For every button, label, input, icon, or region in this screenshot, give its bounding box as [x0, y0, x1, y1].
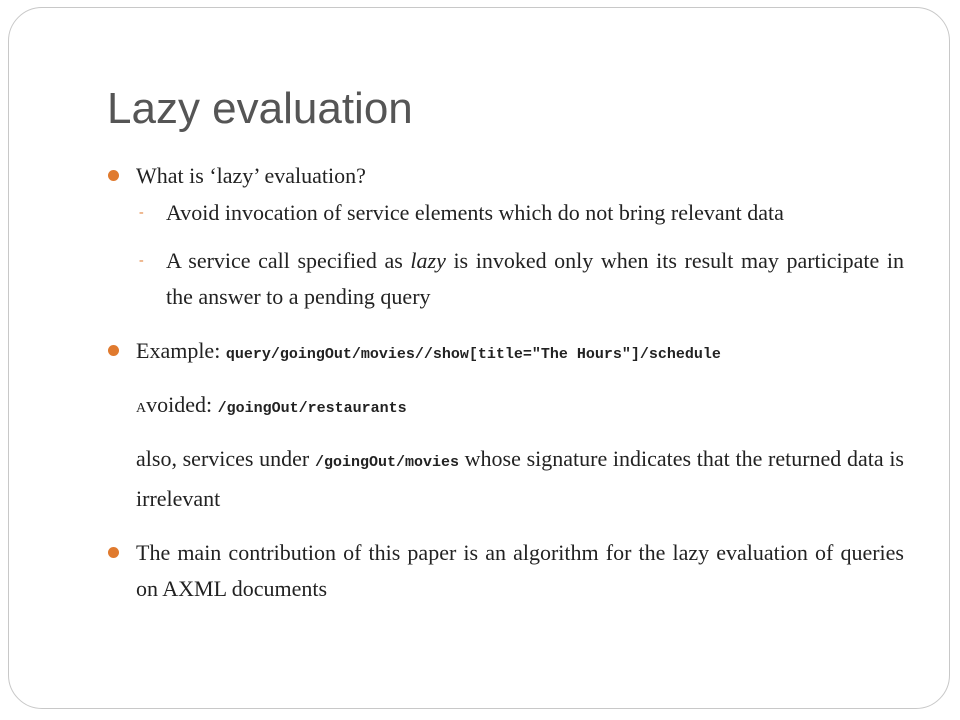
dash-icon: -: [139, 253, 144, 268]
also-path: /goingOut/movies: [314, 454, 459, 471]
slide-content: [107, 158, 904, 607]
dash-icon: -: [139, 205, 144, 220]
sub-bullet-text-before: A service call specified as: [166, 248, 411, 273]
avoided-path: /goingOut/restaurants: [217, 400, 407, 417]
bullet-example: [107, 333, 904, 373]
sub-bullet-emphasis: lazy: [410, 248, 446, 273]
avoided-first-letter: A: [136, 401, 147, 416]
avoided-line: [107, 387, 904, 427]
sub-bullet-avoid-invocation: [107, 195, 904, 231]
bullet-text: What is ‘lazy’ evaluation?: [136, 163, 366, 188]
example-label: Example:: [136, 338, 226, 363]
also-line: [107, 441, 904, 517]
sub-bullet-text-after: is invoked only when its result may participate in the answer to a pending query: [166, 248, 904, 309]
bullet-what-is-lazy: [107, 158, 904, 194]
sub-bullet-lazy-call: [107, 243, 904, 315]
sub-bullet-text: Avoid invocation of service elements which do not bring relevant data: [166, 200, 784, 225]
bullet-dot-icon: [108, 547, 119, 558]
bullet-dot-icon: [108, 170, 119, 181]
slide-title: Lazy evaluation: [107, 84, 413, 133]
also-text-before: also, services under: [136, 446, 315, 471]
bullet-main-contribution: [107, 535, 904, 607]
avoided-label: voided:: [146, 392, 218, 417]
bullet-dot-icon: [108, 345, 119, 356]
example-query: query/goingOut/movies//show[title="The Hours"]/schedule: [225, 346, 721, 363]
bullet-text: The main contribution of this paper is an algorithm for the lazy evaluation of queries on AXML documents: [136, 540, 904, 601]
also-text-after: whose signature indicates that the returned data is irrelevant: [136, 446, 904, 511]
